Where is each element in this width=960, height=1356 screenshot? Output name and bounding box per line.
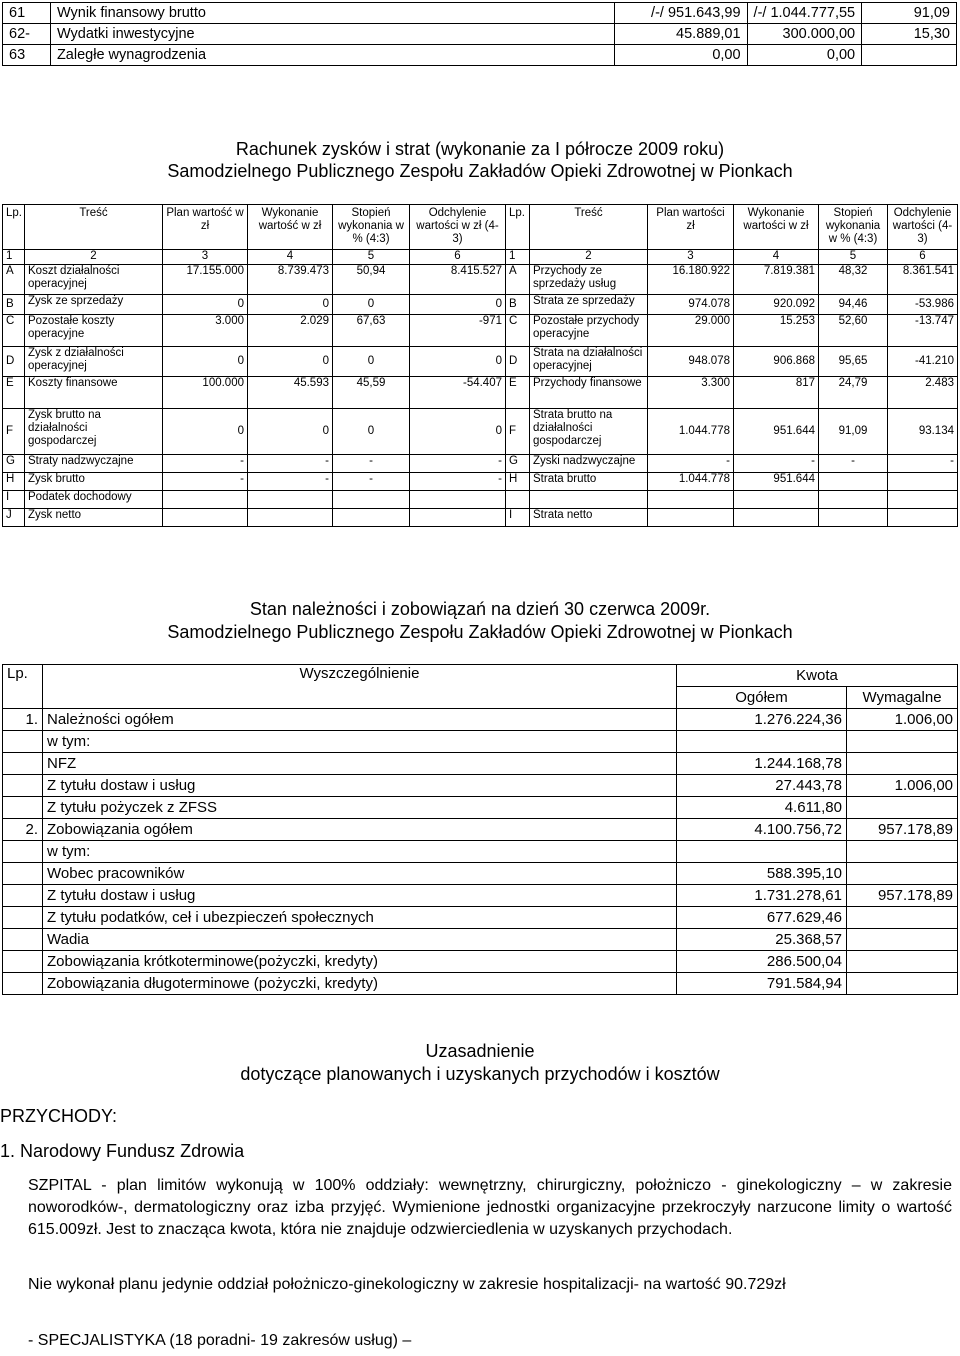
rzis-left-cell: Straty nadzwyczajne [25,455,163,473]
rzis-right-cell: E [506,377,530,409]
stan-wymagalne: 957.178,89 [847,885,958,907]
rzis-right-cell: Pozostałe przychody operacyjne [530,315,648,347]
rzis-left-cell [163,509,248,527]
rzis-header-left: Odchylenie wartości w zł (4-3) [410,205,506,250]
rzis-left-cell: 0 [163,347,248,377]
rzis-left-cell [410,509,506,527]
rzis-left-cell: 45.593 [248,377,333,409]
stan-ogolem: 791.584,94 [677,973,847,995]
stan-ogolem [677,841,847,863]
rzis-column-number: 5 [333,250,410,265]
rzis-left-cell: 8.415.527 [410,265,506,295]
row-percent: 91,09 [862,3,957,24]
row-percent [862,45,957,66]
rzis-left-cell: D [3,347,25,377]
rzis-left-cell: -54.407 [410,377,506,409]
stan-wymagalne: 1.006,00 [847,775,958,797]
rzis-left-cell: 67,63 [333,315,410,347]
stan-ogolem: 25.368,57 [677,929,847,951]
row-lp: 62- [3,24,51,45]
rzis-left-cell [333,509,410,527]
rzis-right-cell [648,491,734,509]
row-name: Wydatki inwestycyjne [50,24,614,45]
rzis-column-number: 5 [819,250,888,265]
stan-lp [3,929,43,951]
stan-wymagalne [847,863,958,885]
rzis-right-cell: 29.000 [648,315,734,347]
rzis-right-cell: Strata brutto [530,473,648,491]
rzis-left-cell: 0 [410,295,506,315]
stan-row [3,797,958,819]
stan-ogolem: 1.731.278,61 [677,885,847,907]
row-plan: 0,00 [614,45,747,66]
rzis-right-cell [888,491,958,509]
rzis-right-cell: 7.819.381 [734,265,819,295]
rzis-right-cell: I [506,509,530,527]
stan-name: Z tytułu dostaw i usług [43,885,677,907]
stan-header-ogolem: Ogółem [677,687,847,709]
stan-lp: 2. [3,819,43,841]
rzis-right-cell [530,491,648,509]
rzis-row [3,265,958,295]
stan-name: Z tytułu pożyczek z ZFSS [43,797,677,819]
stan-lp [3,841,43,863]
stan-lp [3,731,43,753]
rzis-column-number: 3 [648,250,734,265]
rzis-left-cell: 0 [163,409,248,455]
stan-wymagalne [847,973,958,995]
rzis-right-cell: Strata na działalności operacyjnej [530,347,648,377]
rzis-row [3,509,958,527]
row-lp: 63 [3,45,51,66]
stan-name: Zobowiązania krótkoterminowe(pożyczki, kredyty) [43,951,677,973]
top-row [3,45,957,66]
rzis-column-number: 1 [506,250,530,265]
rzis-header-right: Stopień wykonania w % (4:3) [819,205,888,250]
top-row [3,3,957,24]
rzis-right-cell: 3.300 [648,377,734,409]
stan-ogolem: 4.611,80 [677,797,847,819]
rzis-row [3,491,958,509]
rzis-left-cell: Koszty finansowe [25,377,163,409]
rzis-left-cell: 0 [410,347,506,377]
rzis-right-cell: -13.747 [888,315,958,347]
rzis-left-cell: 100.000 [163,377,248,409]
rzis-column-number: 2 [530,250,648,265]
uzas-subtitle: dotyczące planowanych i uzyskanych przychodów i kosztów [240,1064,720,1084]
rzis-right-cell: Zyski nadzwyczajne [530,455,648,473]
rzis-left-cell: 8.739.473 [248,265,333,295]
stan-wymagalne [847,797,958,819]
stan-ogolem: 286.500,04 [677,951,847,973]
rzis-left-cell: G [3,455,25,473]
stan-lp [3,885,43,907]
rzis-left-cell: 0 [248,409,333,455]
row-wykonanie: 300.000,00 [747,24,862,45]
rzis-right-cell: 52,60 [819,315,888,347]
rzis-left-cell: 45,59 [333,377,410,409]
stan-header-kwota: Kwota [677,665,958,687]
row-percent: 15,30 [862,24,957,45]
rzis-right-cell: - [734,455,819,473]
stan-header-wymagalne: Wymagalne [847,687,958,709]
rzis-left-cell: Zysk ze sprzedaży [25,295,163,315]
rzis-table [2,204,958,527]
rzis-left-cell: 0 [248,347,333,377]
rzis-header-right: Lp. [506,205,530,250]
rzis-right-cell: 91,09 [819,409,888,455]
rzis-right-cell [819,491,888,509]
rzis-right-cell: 920.092 [734,295,819,315]
stan-header-lp: Lp. [3,665,43,709]
stan-row [3,951,958,973]
rzis-left-cell: - [410,455,506,473]
rzis-left-cell: E [3,377,25,409]
rzis-left-cell: Zysk z działalności operacyjnej [25,347,163,377]
top-summary-table [2,2,957,66]
przychody-label: PRZYCHODY: [0,1106,118,1126]
rzis-right-cell: 16.180.922 [648,265,734,295]
rzis-left-cell: J [3,509,25,527]
stan-name: Z tytułu dostaw i usług [43,775,677,797]
rzis-right-cell [734,491,819,509]
rzis-left-cell: Zysk brutto [25,473,163,491]
rzis-right-cell: 94,46 [819,295,888,315]
rzis-right-cell: 906.868 [734,347,819,377]
row-wykonanie: /-/ 1.044.777,55 [747,3,862,24]
stan-name: Wobec pracowników [43,863,677,885]
row-lp: 61 [3,3,51,24]
rzis-header-left: Wykonanie wartość w zł [248,205,333,250]
rzis-right-cell: -41.210 [888,347,958,377]
stan-ogolem: 677.629,46 [677,907,847,929]
paragraph-poloznictwo: Nie wykonał planu jedynie oddział położniczo-ginekologiczny w zakresie hospitalizacji- na wartość 90.729zł [28,1276,786,1293]
stan-lp [3,907,43,929]
rzis-right-cell [819,473,888,491]
rzis-left-cell [410,491,506,509]
rzis-header-left: Plan wartość w zł [163,205,248,250]
nfz-heading: 1. Narodowy Fundusz Zdrowia [0,1141,245,1161]
stan-row [3,753,958,775]
rzis-left-cell: 0 [333,295,410,315]
rzis-left-cell: 0 [248,295,333,315]
row-plan: /-/ 951.643,99 [614,3,747,24]
stan-subtitle: Samodzielnego Publicznego Zespołu Zakładów Opieki Zdrowotnej w Pionkach [167,622,793,642]
stan-wymagalne [847,951,958,973]
rzis-left-cell: 50,94 [333,265,410,295]
rzis-left-cell: - [333,455,410,473]
rzis-row [3,347,958,377]
rzis-left-cell: B [3,295,25,315]
rzis-left-cell: Podatek dochodowy [25,491,163,509]
uzas-title: Uzasadnienie [425,1041,535,1061]
rzis-left-cell: Zysk brutto na działalności gospodarczej [25,409,163,455]
rzis-left-cell: - [410,473,506,491]
rzis-subtitle: Samodzielnego Publicznego Zespołu Zakładów Opieki Zdrowotnej w Pionkach [167,161,793,181]
rzis-header-left: Lp. [3,205,25,250]
stan-lp [3,753,43,775]
rzis-right-cell: 8.361.541 [888,265,958,295]
stan-wymagalne [847,731,958,753]
rzis-right-cell: Strata netto [530,509,648,527]
stan-table [2,664,958,995]
rzis-left-cell: 0 [163,295,248,315]
rzis-right-cell: 951.644 [734,473,819,491]
rzis-left-cell [333,491,410,509]
rzis-right-cell: C [506,315,530,347]
stan-row [3,885,958,907]
rzis-right-cell: 95,65 [819,347,888,377]
stan-row [3,841,958,863]
rzis-left-cell: C [3,315,25,347]
rzis-left-cell: 0 [333,409,410,455]
stan-lp [3,973,43,995]
top-row [3,24,957,45]
rzis-right-cell: 974.078 [648,295,734,315]
rzis-right-cell [648,509,734,527]
rzis-left-cell [248,491,333,509]
rzis-column-number: 1 [3,250,25,265]
rzis-right-cell: Strata ze sprzedaży [530,295,648,315]
stan-ogolem: 588.395,10 [677,863,847,885]
rzis-right-cell: - [648,455,734,473]
stan-row [3,929,958,951]
rzis-header-right: Treść [530,205,648,250]
rzis-left-cell: A [3,265,25,295]
rzis-row [3,473,958,491]
stan-name: NFZ [43,753,677,775]
rzis-header-right: Wykonanie wartości w zł [734,205,819,250]
specjalistyka-line: - SPECJALISTYKA (18 poradni- 19 zakresów usług) – [28,1332,412,1349]
stan-lp [3,863,43,885]
rzis-right-cell: G [506,455,530,473]
rzis-left-cell: 2.029 [248,315,333,347]
rzis-left-cell: - [248,473,333,491]
rzis-left-cell: F [3,409,25,455]
stan-lp: 1. [3,709,43,731]
stan-ogolem: 1.276.224,36 [677,709,847,731]
rzis-left-cell [163,491,248,509]
stan-header-name: Wyszczególnienie [43,665,677,709]
rzis-left-cell: I [3,491,25,509]
rzis-left-cell: - [333,473,410,491]
rzis-right-cell: D [506,347,530,377]
stan-wymagalne [847,929,958,951]
paragraph-szpital: SZPITAL - plan limitów wykonują w 100% oddziały: wewnętrzny, chirurgiczny, położniczo - ginekologiczny – w zakresie noworodków-, dermatologiczny oraz izba przyjęć. Wymienione jednostki organizacyjne przekroczyły narzucone limity o wartość 615.009zł. Jest to znacząca kwota, która nie znajduje odzwierciedlenia w uzyskanych przychodach. [28,1177,952,1238]
rzis-right-cell: 1.044.778 [648,409,734,455]
rzis-left-cell: - [163,455,248,473]
rzis-left-cell: Zysk netto [25,509,163,527]
rzis-column-number: 6 [410,250,506,265]
rzis-left-cell: -971 [410,315,506,347]
rzis-right-cell: 93.134 [888,409,958,455]
rzis-right-cell: 817 [734,377,819,409]
rzis-left-cell [248,509,333,527]
stan-row [3,973,958,995]
rzis-right-cell: 2.483 [888,377,958,409]
stan-ogolem [677,731,847,753]
stan-name: Zobowiązania długoterminowe (pożyczki, kredyty) [43,973,677,995]
rzis-right-cell [819,509,888,527]
rzis-header-left: Stopień wykonania w % (4:3) [333,205,410,250]
row-plan: 45.889,01 [614,24,747,45]
rzis-header-right: Odchylenie wartości (4-3) [888,205,958,250]
rzis-header-left: Treść [25,205,163,250]
rzis-right-cell [888,509,958,527]
rzis-right-cell: 1.044.778 [648,473,734,491]
stan-row [3,709,958,731]
stan-name: w tym: [43,841,677,863]
rzis-right-cell [734,509,819,527]
stan-row [3,863,958,885]
stan-name: Zobowiązania ogółem [43,819,677,841]
stan-name: Wadia [43,929,677,951]
stan-row [3,775,958,797]
rzis-right-cell: 48,32 [819,265,888,295]
rzis-right-cell: - [888,455,958,473]
rzis-left-cell: 0 [333,347,410,377]
stan-row [3,731,958,753]
stan-row [3,907,958,929]
rzis-right-cell: A [506,265,530,295]
rzis-left-cell: - [163,473,248,491]
rzis-left-cell: H [3,473,25,491]
rzis-left-cell: 3.000 [163,315,248,347]
rzis-right-cell [888,473,958,491]
rzis-right-cell: F [506,409,530,455]
rzis-column-number: 2 [25,250,163,265]
stan-wymagalne [847,753,958,775]
row-name: Wynik finansowy brutto [50,3,614,24]
rzis-row [3,377,958,409]
rzis-title: Rachunek zysków i strat (wykonanie za I półrocze 2009 roku) [235,139,725,159]
rzis-row [3,315,958,347]
stan-row [3,819,958,841]
rzis-column-number: 3 [163,250,248,265]
rzis-column-number: 4 [734,250,819,265]
stan-wymagalne [847,907,958,929]
stan-lp [3,951,43,973]
rzis-right-cell: B [506,295,530,315]
rzis-right-cell: 15.253 [734,315,819,347]
rzis-right-cell: - [819,455,888,473]
rzis-column-number: 6 [888,250,958,265]
rzis-left-cell: Pozostałe koszty operacyjne [25,315,163,347]
rzis-left-cell: 0 [410,409,506,455]
rzis-right-cell [506,491,530,509]
rzis-row [3,409,958,455]
rzis-right-cell: 951.644 [734,409,819,455]
rzis-row [3,295,958,315]
stan-wymagalne: 957.178,89 [847,819,958,841]
stan-wymagalne: 1.006,00 [847,709,958,731]
stan-ogolem: 1.244.168,78 [677,753,847,775]
stan-name: Z tytułu podatków, ceł i ubezpieczeń społecznych [43,907,677,929]
rzis-header-right: Plan wartości zł [648,205,734,250]
rzis-left-cell: 17.155.000 [163,265,248,295]
rzis-row [3,455,958,473]
stan-lp [3,775,43,797]
row-wykonanie: 0,00 [747,45,862,66]
rzis-right-cell: -53.986 [888,295,958,315]
stan-ogolem: 27.443,78 [677,775,847,797]
rzis-right-cell: H [506,473,530,491]
rzis-left-cell: Koszt działalności operacyjnej [25,265,163,295]
rzis-right-cell: 24,79 [819,377,888,409]
stan-title: Stan należności i zobowiązań na dzień 30 czerwca 2009r. [249,599,711,619]
rzis-right-cell: Przychody finansowe [530,377,648,409]
rzis-right-cell: 948.078 [648,347,734,377]
stan-ogolem: 4.100.756,72 [677,819,847,841]
stan-name: w tym: [43,731,677,753]
stan-name: Należności ogółem [43,709,677,731]
row-name: Zaległe wynagrodzenia [50,45,614,66]
rzis-right-cell: Strata brutto na działalności gospodarczej [530,409,648,455]
stan-lp [3,797,43,819]
rzis-left-cell: - [248,455,333,473]
rzis-right-cell: Przychody ze sprzedaży usług [530,265,648,295]
rzis-column-number: 4 [248,250,333,265]
stan-wymagalne [847,841,958,863]
